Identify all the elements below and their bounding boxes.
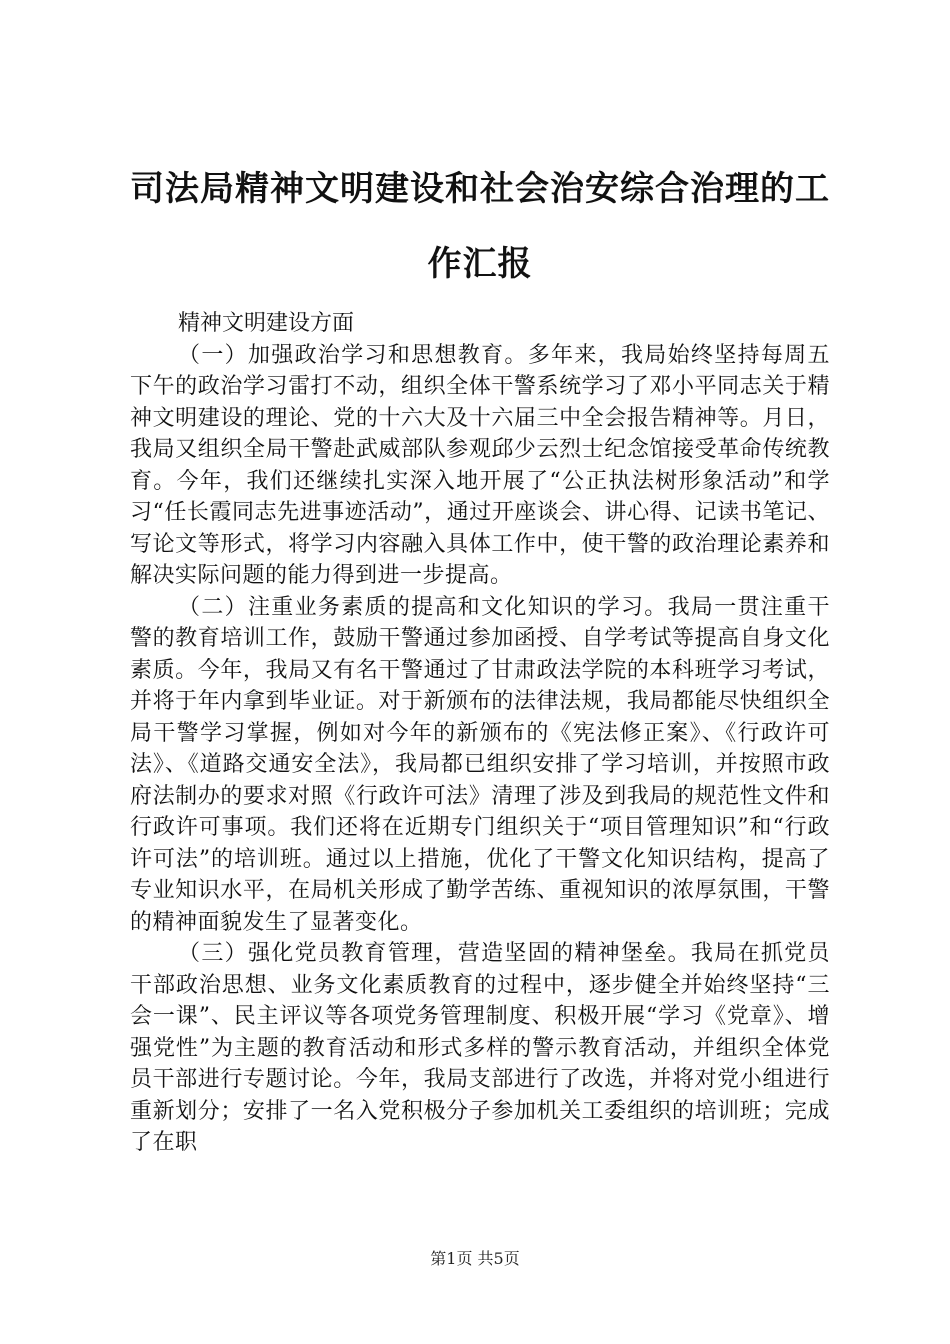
title-line-1: 司法局精神文明建设和社会治安综合治理的工 <box>130 169 830 209</box>
paragraph-2: （二）注重业务素质的提高和文化知识的学习。我局一贯注重干警的教育培训工作，鼓励干警通过参加函授、自学考试等提高自身文化素质。今年，我局又有名干警通过了甘肃政法学院的本科班学习考试，并将于年内拿到毕业证。对于新颁布的法律法规，我局都能尽快组织全局干警学习掌握，例如对今年的新颁布的《宪法修正案》、《行政许可法》、《道路交通安全法》，我局都已组织安排了学习培训，并按照市政府法制办的要求对照《行政许可法》清理了涉及到我局的规范性文件和行政许可事项。我们还将在近期专门组织关于“项目管理知识”和“行政许可法”的培训班。通过以上措施，优化了干警文化知识结构，提高了专业知识水平，在局机关形成了勤学苦练、重视知识的浓厚氛围，干警的精神面貌发生了显著变化。 <box>130 594 830 935</box>
document-page <box>130 152 830 1159</box>
document-title <box>130 152 830 302</box>
section-heading: 精神文明建设方面 <box>178 311 355 336</box>
paragraph-3: （三）强化党员教育管理，营造坚固的精神堡垒。我局在抓党员干部政治思想、业务文化素质教育的过程中，逐步健全并始终坚持“三会一课”、民主评议等各项党务管理制度、积极开展“学习《党章》、增强党性”为主题的教育活动和形式多样的警示教育活动，并组织全体党员干部进行专题讨论。今年，我局支部进行了改选，并将对党小组进行重新划分；安排了一名入党积极分子参加机关工委组织的培训班；完成了在职 <box>130 941 830 1155</box>
paragraph-1: （一）加强政治学习和思想教育。多年来，我局始终坚持每周五下午的政治学习雷打不动，组织全体干警系统学习了邓小平同志关于精神文明建设的理论、党的十六大及十六届三中全会报告精神等。月日，我局又组织全局干警赴武威部队参观邱少云烈士纪念馆接受革命传统教育。今年，我们还继续扎实深入地开展了“公正执法树形象活动”和学习“任长霞同志先进事迹活动”，通过开座谈会、讲心得、记读书笔记、写论文等形式，将学习内容融入具体工作中，使干警的政治理论素养和解决实际问题的能力得到进一步提高。 <box>130 342 830 588</box>
page-footer: 第1页 共5页 <box>430 1249 520 1268</box>
title-line-2: 作汇报 <box>427 244 533 284</box>
